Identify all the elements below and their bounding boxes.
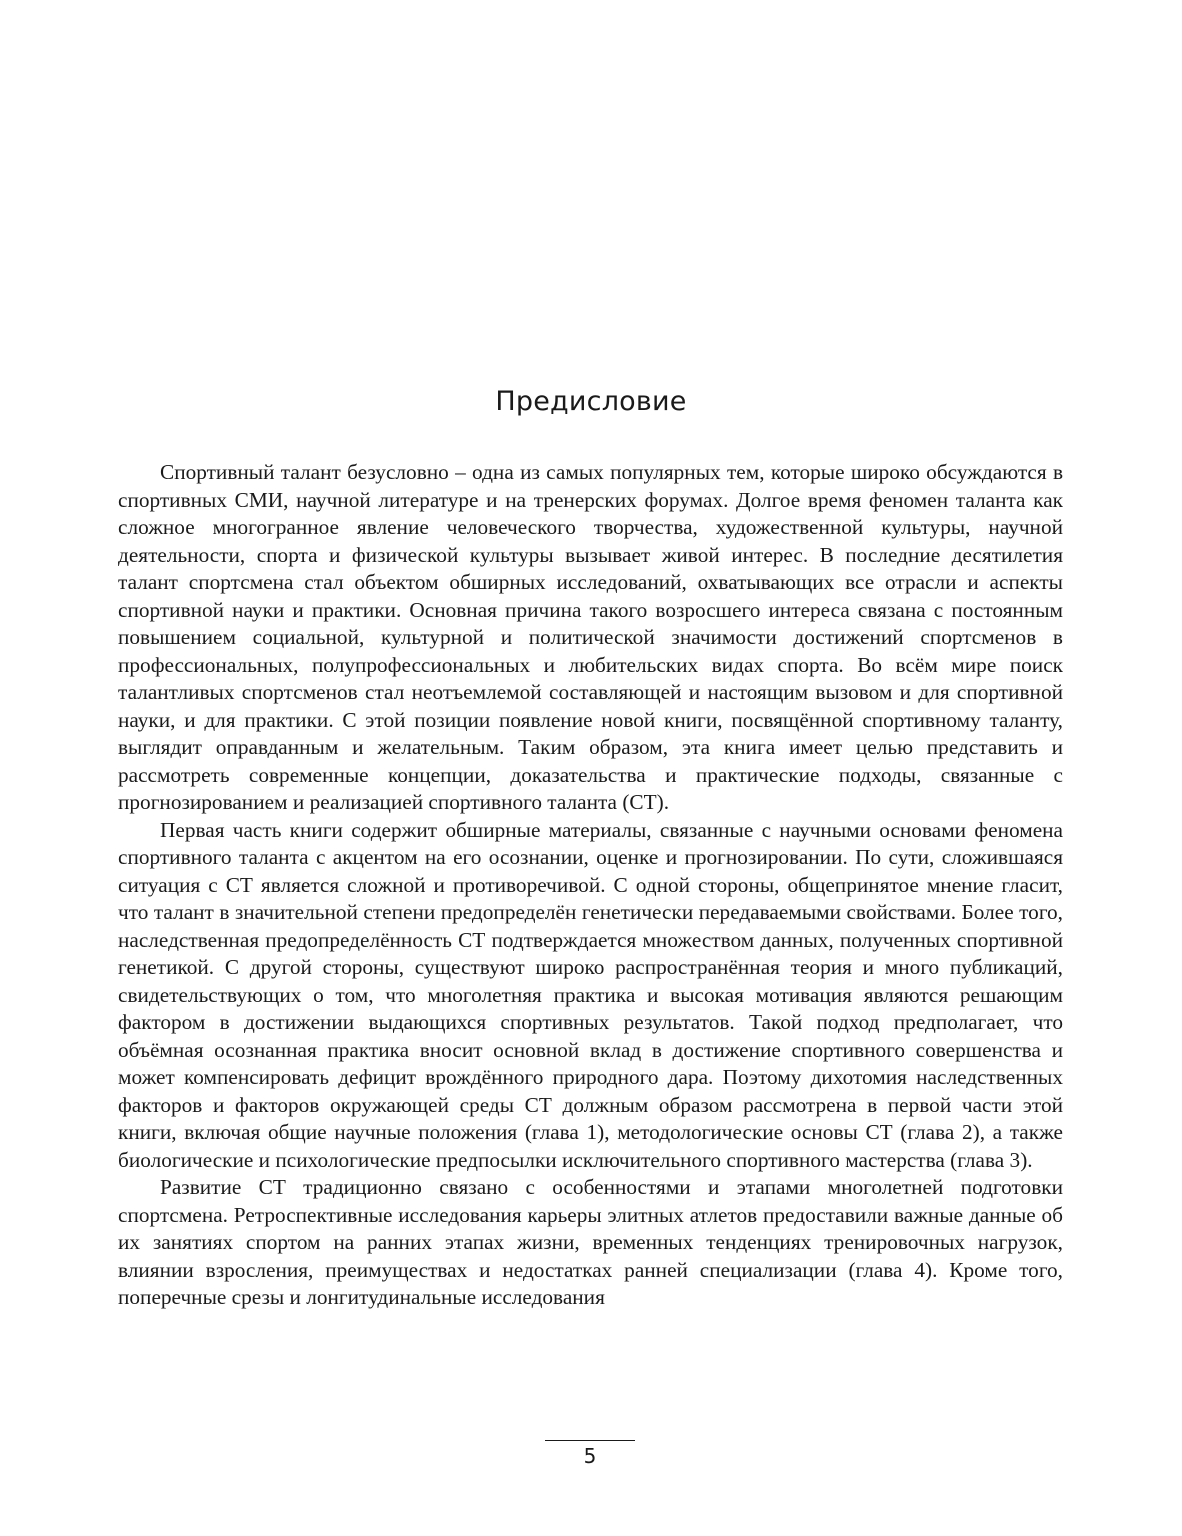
body-text [118,459,1063,1312]
paragraph-3: Развитие СТ традиционно связано с особенностями и этапами многолетней подготовки спортсмена. Ретроспективные исследования карьеры элитных атлетов предоставили важные данные об их занятиях спортом на ранних этапах жизни, временных тенденциях тренировочных нагрузок, влиянии взросления, преимуществах и недостатках ранней специализации (глава 4). Кроме того, поперечные срезы и лонгитудинальные исследования [118,1175,1063,1309]
footer-rule [545,1440,635,1441]
page-number: 5 [583,1444,597,1468]
page-title: Предисловие [495,386,687,417]
paragraph-2: Первая часть книги содержит обширные материалы, связанные с научными основами феномена спортивного таланта с акцентом на его осознании, оценке и прогнозировании. По сути, сложившаяся ситуация с СТ является сложной и противоречивой. С одной стороны, общепринятое мнение гласит, что талант в значительной степени предопределён генетически передаваемыми свойствами. Более того, наследственная предопределённость СТ подтверждается множеством данных, полученных спортивной генетикой. С другой стороны, существуют широко распространённая теория и много публикаций, свидетельствующих о том, что многолетняя практика и высокая мотивация являются решающим фактором в достижении выдающихся спортивных результатов. Такой подход предполагает, что объёмная осознанная практика вносит основной вклад в достижение спортивного совершенства и может компенсировать дефицит врождённого природного дара. Поэтому дихотомия наследственных факторов и факторов окружающей среды СТ должным образом рассмотрена в первой части этой книги, включая общие научные положения (глава 1), методологические основы СТ (глава 2), а также биологические и психологические предпосылки исключительного спортивного мастерства (глава 3). [118,817,1063,1172]
paragraph-1: Спортивный талант безусловно – одна из самых популярных тем, которые широко обсуждаются в спортивных СМИ, научной литературе и на тренерских форумах. Долгое время феномен таланта как сложное многогранное явление человеческого творчества, художественной культуры, научной деятельности, спорта и физической культуры вызывает живой интерес. В последние десятилетия талант спортсмена стал объектом обширных исследований, охватывающих все отрасли и аспекты спортивной науки и практики. Основная причина такого возросшего интереса связана с постоянным повышением социальной, культурной и политической значимости достижений спортсменов в профессиональных, полупрофессиональных и любительских видах спорта. Во всём мире поиск талантливых спортсменов стал неотъемлемой составляющей и настоящим вызовом и для спортивной науки, и для практики. С этой позиции появление новой книги, посвящённой спортивному таланту, выглядит оправданным и желательным. Таким образом, эта книга имеет целью представить и рассмотреть современные концепции, доказательства и практические подходы, связанные с прогнозированием и реализацией спортивного таланта (СТ). [118,460,1063,814]
